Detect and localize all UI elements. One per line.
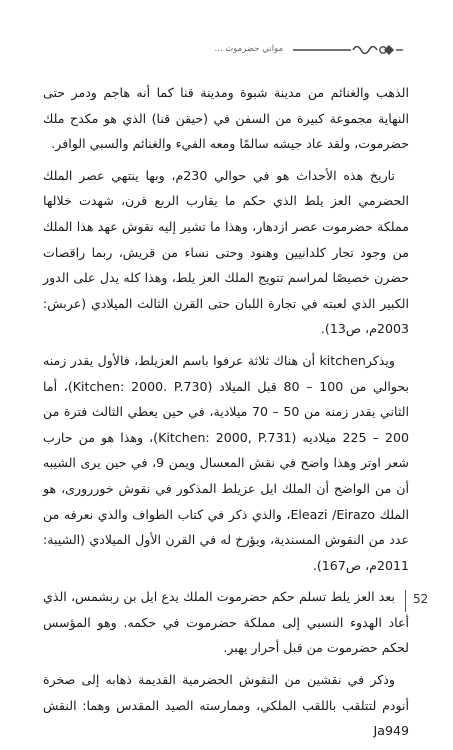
body-text <box>43 80 409 750</box>
page-header <box>0 40 453 64</box>
paragraph-1: الذهب والغنائم من مدينة شبوة ومدينة قنا كما أنه هاجم ودمر حتى النهاية مجموعة كبيرة من السفن في (حيقن قنا) الذي هو مكدح ملك حضرموت، ولقد عاد جيشه سالمًا ومعه الفيء والغنائم والسبي الوافر. <box>43 85 409 152</box>
header-ornament-icon <box>293 42 403 58</box>
page-footer <box>0 592 453 612</box>
paragraph-3: ويذكرkitchen أن هناك ثلاثة عرفوا باسم العزيلط، فالأول يقدر زمنه بحوالي من 100 – 80 قبل الميلاد (Kitchen: 2000. P.730)، أما الثاني يقدر زمنه من 50 – 70 ميلادية، في حين يعطي الثالث فترة من 200 – 225 ميلاديه (Kitchen: 2000, P.731)، وهذا هو من حارب شعر اوتر وهذا واضح في نقش المعسال ويمن 9، في حين يرى الشيبه أن من الواضح أن الملك ايل عزيلط المذكور في نقوش خوررورى، هو الملك Eleazi /Eirazo، والذي ذكر في كتاب الطواف والذي نعرفه من عدد من النقوش المسندية، ويؤرخ له في القرن الأول الميلادي (الشيبة: 2011م، ص167). <box>43 352 410 573</box>
page-number: 52 <box>413 592 429 606</box>
running-title: مواني حضرموت ... <box>214 44 283 54</box>
footer-divider <box>405 590 406 612</box>
paragraph-2: تاريخ هذه الأحداث هو في حوالي 230م، وبها ينتهي عصر الملك الحضرمي العز يلط الذي حكم ما يقارب الربع قرن، شهدت خلالها مملكة حضرموت عصر ازدهار، وهذا ما تشير إليه نقوش عهد هذا الملك من وجود تجار كلدانيين وهنود وحتى نساء من قريش، ربما راقصات حضرن خصيصًا لمراسم تتويج الملك العز يلط، وهذا كله يدل على الدور الكبير الذي لعبته في تجارة اللبان حتى القرن الثالث الميلادي (عربش: 2003م، ص13). <box>43 167 409 337</box>
paragraph-5: وذكر في نقشين من النقوش الحضرمية القديمة ذهابه إلى صخرة أنودم لتتلقب باللقب الملكي، وممارسته الصيد المقدس وهما: النقش Ja949 <box>43 672 409 739</box>
paragraph-4: بعد العز يلط تسلم حكم حضرموت الملك يدع ايل بن ربشمس، الذي أعاد الهدوء النسبي إلى مملكة حضرموت في حكمه. وهو المؤسس لحكم حضرموت من قبل أحرار يهبر. <box>43 589 409 656</box>
